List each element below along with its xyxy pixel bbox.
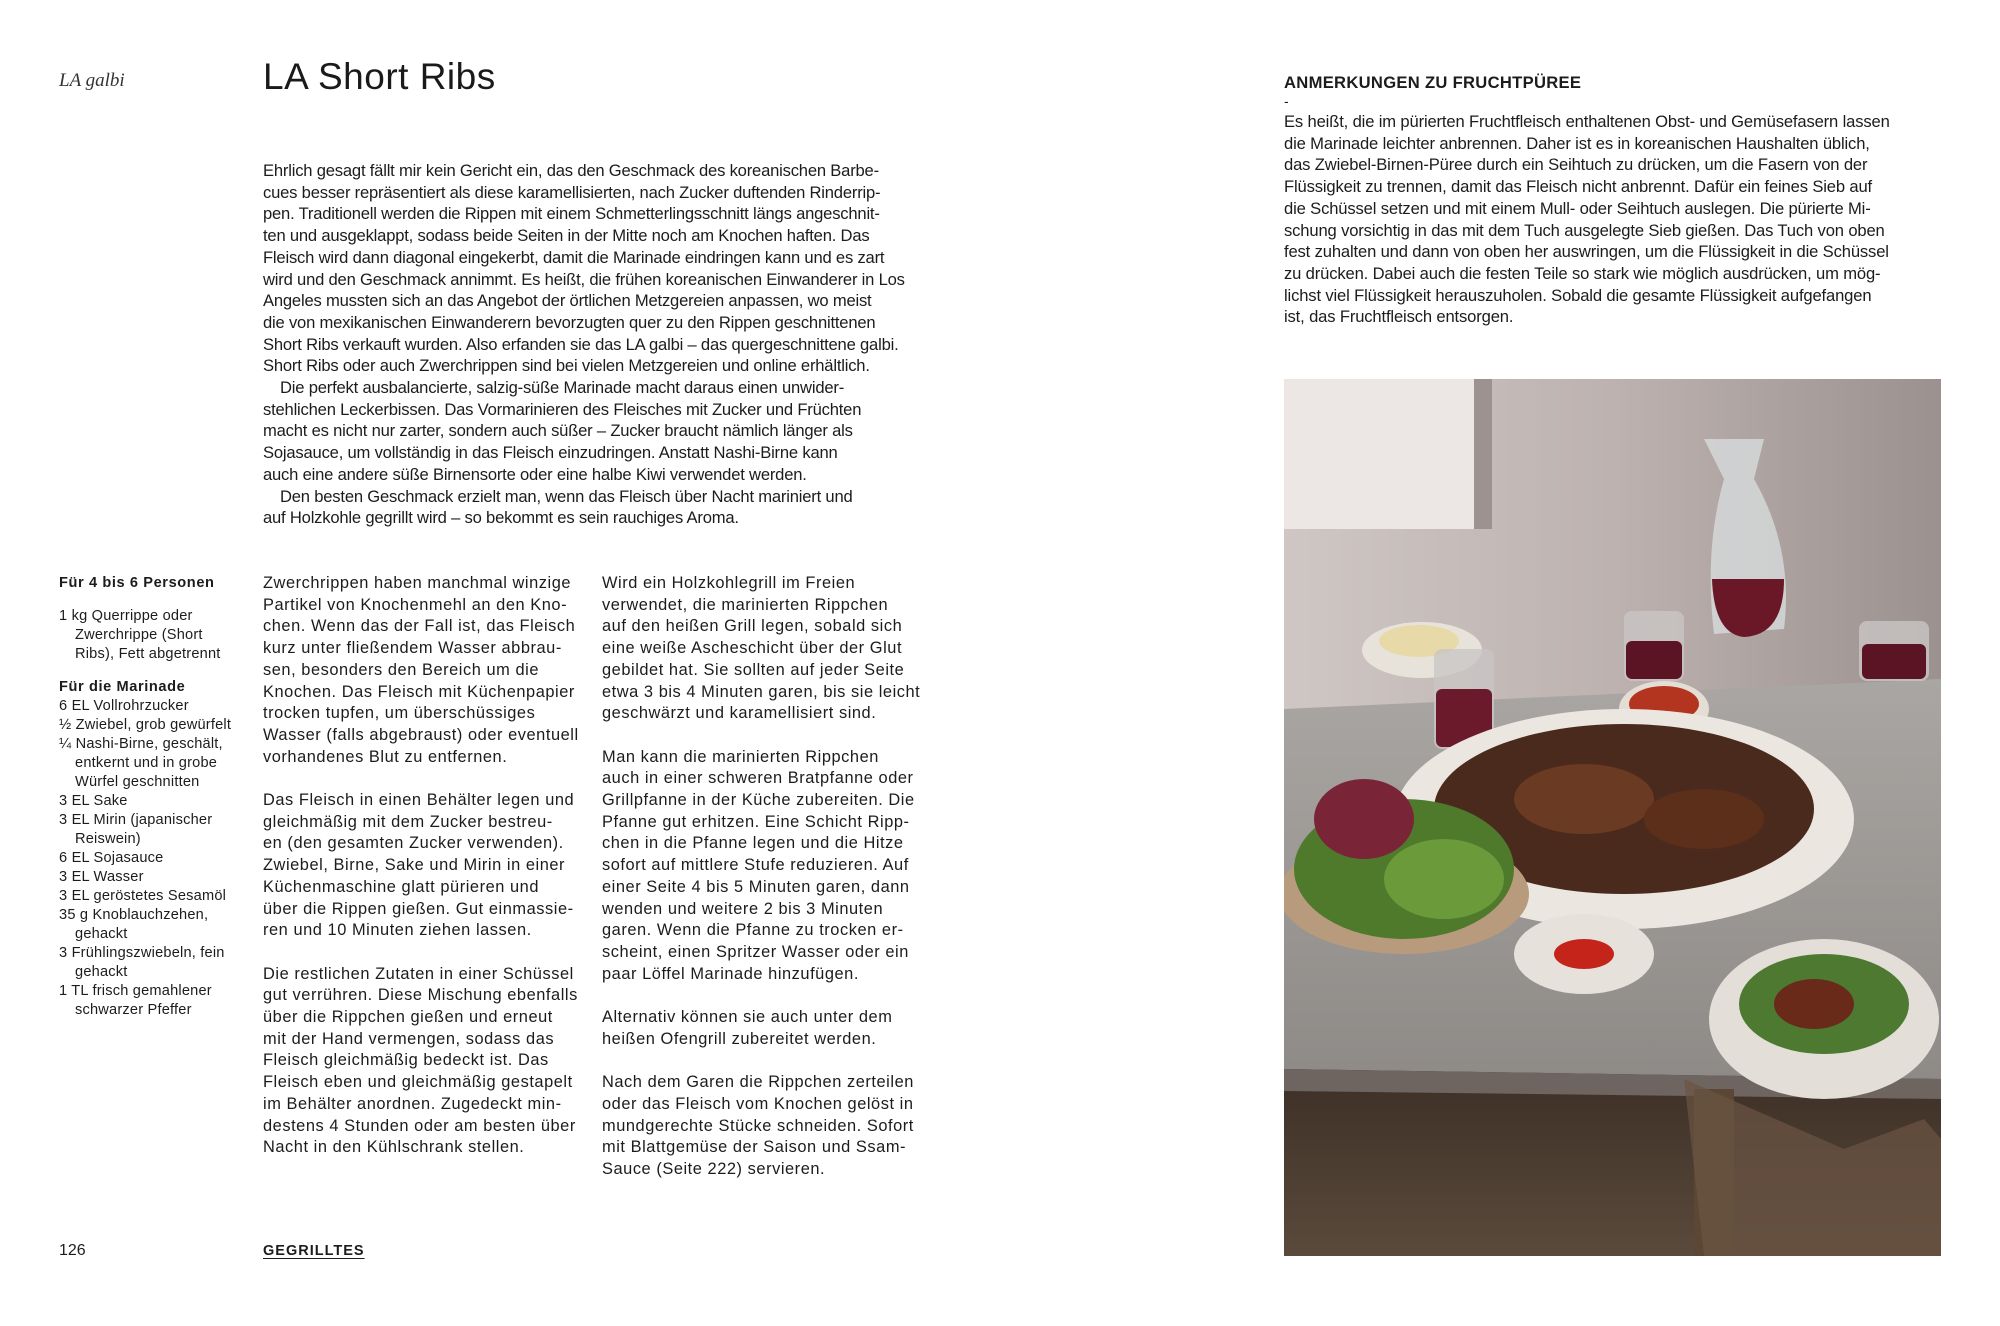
ingredient-item: 3 EL Wasser: [59, 869, 144, 885]
method-step: Die restlichen Zutaten in einer Schüssel gut verrühren. Diese Mischung ebenfalls über die Rippchen gießen und erneut mit der Hand vermengen, sodass das Fleisch gleichmäßig bedeckt ist. Das Fleisch eben und gleichmäßig gestapelt im Behälter anordnen. Zugedeckt min- destens 4 Stunden oder am besten über Nacht in den Kühlschrank stellen.: [263, 964, 578, 1157]
intro-paragraph: Die perfekt ausbalancierte, salzig-süße Marinade macht daraus einen unwider- stehlichen Leckerbissen. Das Vormarinieren des Fleisches mit Zucker und Früchten macht es nicht nur zarter, sondern auch süßer – Zucker braucht nämlich länger als Sojasauce, um vollständig in das Fleisch einzudringen. Anstatt Nashi-Birne kann auch eine andere süße Birnensorte oder eine halbe Kiwi verwendet werden.: [263, 378, 862, 484]
method-step: Das Fleisch in einen Behälter legen und gleichmäßig mit dem Zucker bestreu- en (den gesamten Zucker verwenden). Zwiebel, Birne, Sake und Mirin in einer Küchenmaschine glatt pürieren und über die Rippen gießen. Gut einmassie- ren und 10 Minuten ziehen lassen.: [263, 791, 575, 940]
section-name: GEGRILLTES: [263, 1243, 365, 1259]
ingredient-item: 6 EL Vollrohrzucker: [59, 698, 189, 714]
food-photo: [1284, 379, 1941, 1256]
page-number: 126: [59, 1242, 86, 1259]
method-step: Nach dem Garen die Rippchen zerteilen oder das Fleisch vom Knochen gelöst in mundgerechte Stücke schneiden. Sofort mit Blattgemüse der Saison und Ssam- Sauce (Seite 222) servieren.: [602, 1073, 914, 1178]
ingredient-item: 1 TL frisch gemahlener schwarzer Pfeffer: [59, 983, 212, 1018]
ingredient-item: 35 g Knoblauchzehen, gehackt: [59, 907, 209, 942]
ingredient-item: ½ Zwiebel, grob gewürfelt: [59, 717, 232, 733]
method-column-1: [263, 573, 603, 1181]
ingredient-item: ¼ Nashi-Birne, geschält, entkernt und in grobe Würfel geschnitten: [59, 736, 223, 790]
note-heading: ANMERKUNGEN ZU FRUCHTPÜREE: [1284, 73, 1582, 92]
recipe-title: LA Short Ribs: [263, 56, 496, 97]
ingredient-item: 6 EL Sojasauce: [59, 850, 164, 866]
servings-heading: Für 4 bis 6 Personen: [59, 575, 215, 591]
ingredient-item: 3 Frühlingszwiebeln, fein gehackt: [59, 945, 225, 980]
ingredient-item: 3 EL Sake: [59, 793, 128, 809]
note-dash: -: [1284, 93, 1289, 109]
note-text: Es heißt, die im pürierten Fruchtfleisch enthaltenen Obst- und Gemüsefasern lassen die Marinade leichter anbrennen. Daher ist es in koreanischen Haushalten üblich, das Zwiebel-Birnen-Püree durch ein Seihtuch zu drücken, um die Fasern von der Flüssigkeit zu trennen, damit das Fleisch nicht anbrennt. Dafür ein feines Sieb auf die Schüssel setzen und mit einem Mull- oder Seihtuch auslegen. Die pürierte Mi- schung vorsichtig in das mit dem Tuch ausgelegte Sieb gießen. Das Tuch von oben fest zuhalten und dann von oben her auswringen, um die Flüssigkeit in die Schüssel zu drücken. Dabei auch die festen Teile so stark wie möglich ausdrücken, um mög- lichst viel Flüssigkeit herauszuholen. Sobald die gesamte Flüssigkeit aufgefangen ist, das Fruchtfleisch entsorgen.: [1284, 112, 1890, 327]
recipe-korean-name: LA galbi: [59, 70, 125, 91]
method-column-2: [602, 573, 942, 1202]
method-step: Alternativ können sie auch unter dem heißen Ofengrill zubereitet werden.: [602, 1008, 893, 1048]
intro-paragraph: Ehrlich gesagt fällt mir kein Gericht ein, das den Geschmack des koreanischen Barbe- cues besser repräsentiert als diese karamellisierten, nach Zucker duftenden Rinderrip- pen. Traditionell werden die Rippen mit einem Schmetterlingsschnitt längs angeschnit- ten und ausgeklappt, sodass beide Seiten in der Mitte noch am Knochen haften. Das Fleisch wird dann diagonal eingekerbt, damit die Marinade eindringen kann und es zart wird und den Geschmack annimmt. Es heißt, die frühen koreanischen Einwanderer in Los Angeles mussten sich an das Angebot der örtlichen Metzgereien anpassen, wo meist die von mexikanischen Einwanderern bevorzugten quer zu den Rippen geschnittenen Short Ribs verkauft wurden. Also erfanden sie das LA galbi – das quergeschnittene galbi. Short Ribs oder auch Zwerchrippen sind bei vielen Metzgereien und online erhältlich.: [263, 161, 905, 376]
intro-paragraph: Den besten Geschmack erzielt man, wenn das Fleisch über Nacht mariniert und auf Holzkohle gegrillt wird – so bekommt es sein rauchiges Aroma.: [263, 486, 853, 528]
ingredient-item: 1 kg Querrippe oder Zwerchrippe (Short Ribs), Fett abgetrennt: [59, 608, 221, 662]
method-step: Zwerchrippen haben manchmal winzige Partikel von Knochenmehl an den Kno- chen. Wenn das der Fall ist, das Fleisch kurz unter fließendem Wasser abbrau- sen, besonders den Bereich um die Knochen. Das Fleisch mit Küchenpapier trocken tupfen, um überschüssiges Wasser (falls abgebraust) oder eventuell vorhandenes Blut zu entfernen.: [263, 574, 579, 766]
method-step: Man kann die marinierten Rippchen auch in einer schweren Bratpfanne oder Grillpfanne in der Küche zubereiten. Die Pfanne gut erhitzen. Eine Schicht Ripp- chen in die Pfanne legen und die Hitze sofort auf mittlere Stufe reduzieren. Auf einer Seite 4 bis 5 Minuten garen, dann wenden und weitere 2 bis 3 Minuten garen. Wenn die Pfanne zu trocken er- scheint, einen Spritzer Wasser oder ein paar Löffel Marinade hinzufügen.: [602, 747, 915, 983]
ingredient-item: 3 EL Mirin (japanischer Reiswein): [59, 812, 213, 847]
intro-text: [263, 160, 943, 529]
ingredient-item: 3 EL geröstetes Sesamöl: [59, 888, 227, 904]
food-photo-illustration: [1284, 379, 1941, 1256]
method-step: Wird ein Holzkohlegrill im Freien verwendet, die marinierten Rippchen auf den heißen Grill legen, sobald sich eine weiße Ascheschicht über der Glut gebildet hat. Sie sollten auf jeder Seite etwa 3 bis 4 Minuten garen, bis sie leicht geschwärzt und karamellisiert sind.: [602, 574, 921, 723]
marinade-heading: Für die Marinade: [59, 679, 186, 695]
